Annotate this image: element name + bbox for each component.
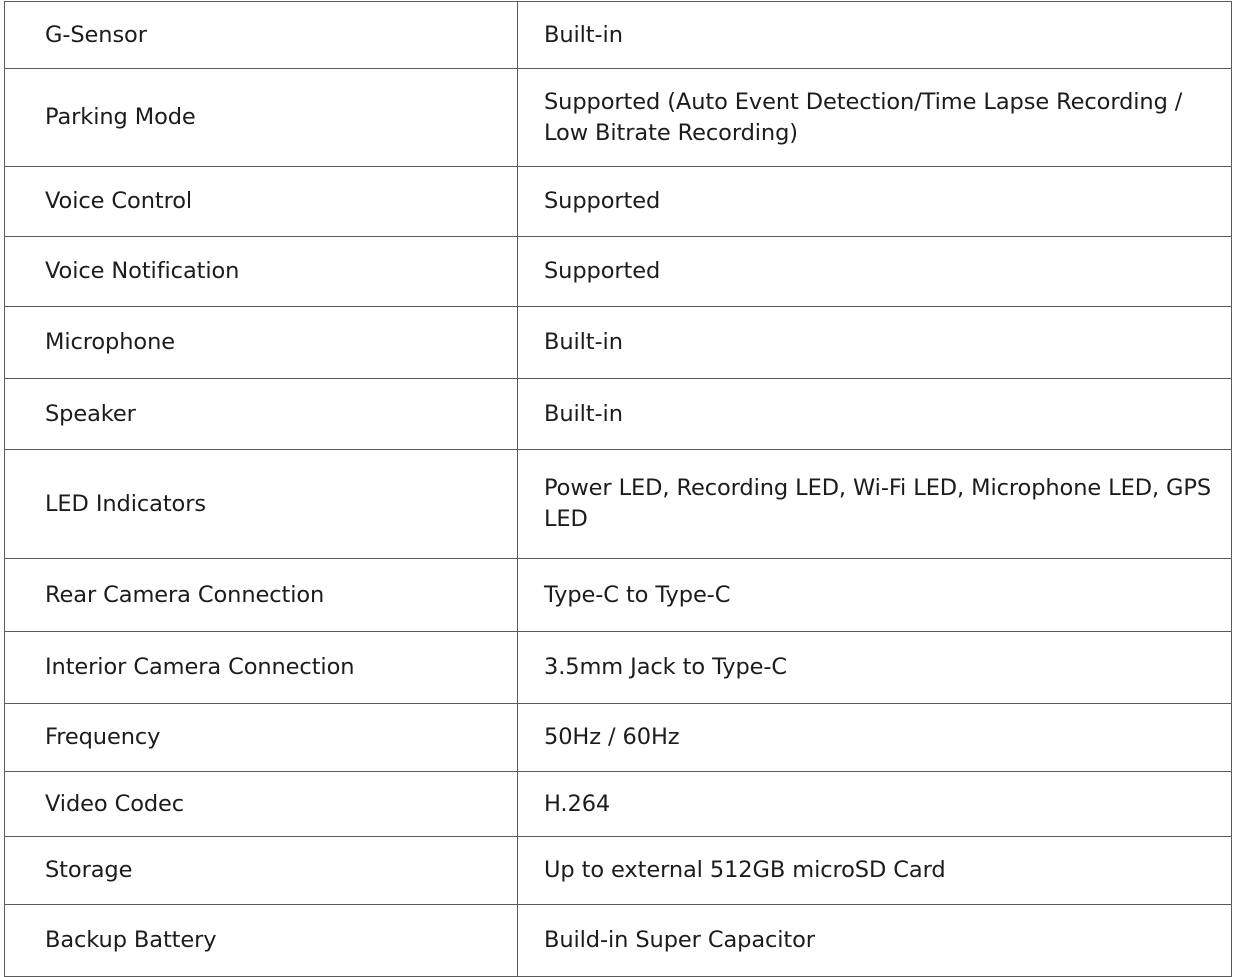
table-row	[5, 307, 1232, 379]
spec-value: Built-in	[518, 307, 1232, 379]
spec-value: 3.5mm Jack to Type-C	[518, 632, 1232, 704]
table-row	[5, 632, 1232, 704]
spec-value: Supported	[518, 237, 1232, 307]
spec-value: H.264	[518, 772, 1232, 837]
spec-label: Voice Notification	[5, 237, 518, 307]
spec-value: 50Hz / 60Hz	[518, 704, 1232, 772]
spec-value: Built-in	[518, 2, 1232, 69]
spec-value: Up to external 512GB microSD Card	[518, 837, 1232, 905]
spec-label: G-Sensor	[5, 2, 518, 69]
table-row	[5, 905, 1232, 977]
spec-label: Storage	[5, 837, 518, 905]
spec-label: Parking Mode	[5, 69, 518, 167]
specifications-table	[4, 1, 1232, 977]
spec-value: Supported	[518, 167, 1232, 237]
spec-value: Type-C to Type-C	[518, 559, 1232, 632]
table-row	[5, 772, 1232, 837]
table-row	[5, 237, 1232, 307]
spec-label: Speaker	[5, 379, 518, 450]
spec-label: Interior Camera Connection	[5, 632, 518, 704]
spec-value: Build-in Super Capacitor	[518, 905, 1232, 977]
table-row	[5, 69, 1232, 167]
table-row	[5, 450, 1232, 559]
spec-value: Supported (Auto Event Detection/Time Lapse Recording / Low Bitrate Recording)	[518, 69, 1232, 167]
spec-label: Microphone	[5, 307, 518, 379]
spec-value: Power LED, Recording LED, Wi-Fi LED, Microphone LED, GPS LED	[518, 450, 1232, 559]
table-row	[5, 2, 1232, 69]
spec-label: Frequency	[5, 704, 518, 772]
table-row	[5, 704, 1232, 772]
spec-label: LED Indicators	[5, 450, 518, 559]
table-row	[5, 837, 1232, 905]
table-row	[5, 559, 1232, 632]
spec-label: Voice Control	[5, 167, 518, 237]
spec-label: Video Codec	[5, 772, 518, 837]
spec-label: Rear Camera Connection	[5, 559, 518, 632]
spec-value: Built-in	[518, 379, 1232, 450]
table-row	[5, 167, 1232, 237]
spec-label: Backup Battery	[5, 905, 518, 977]
table-row	[5, 379, 1232, 450]
